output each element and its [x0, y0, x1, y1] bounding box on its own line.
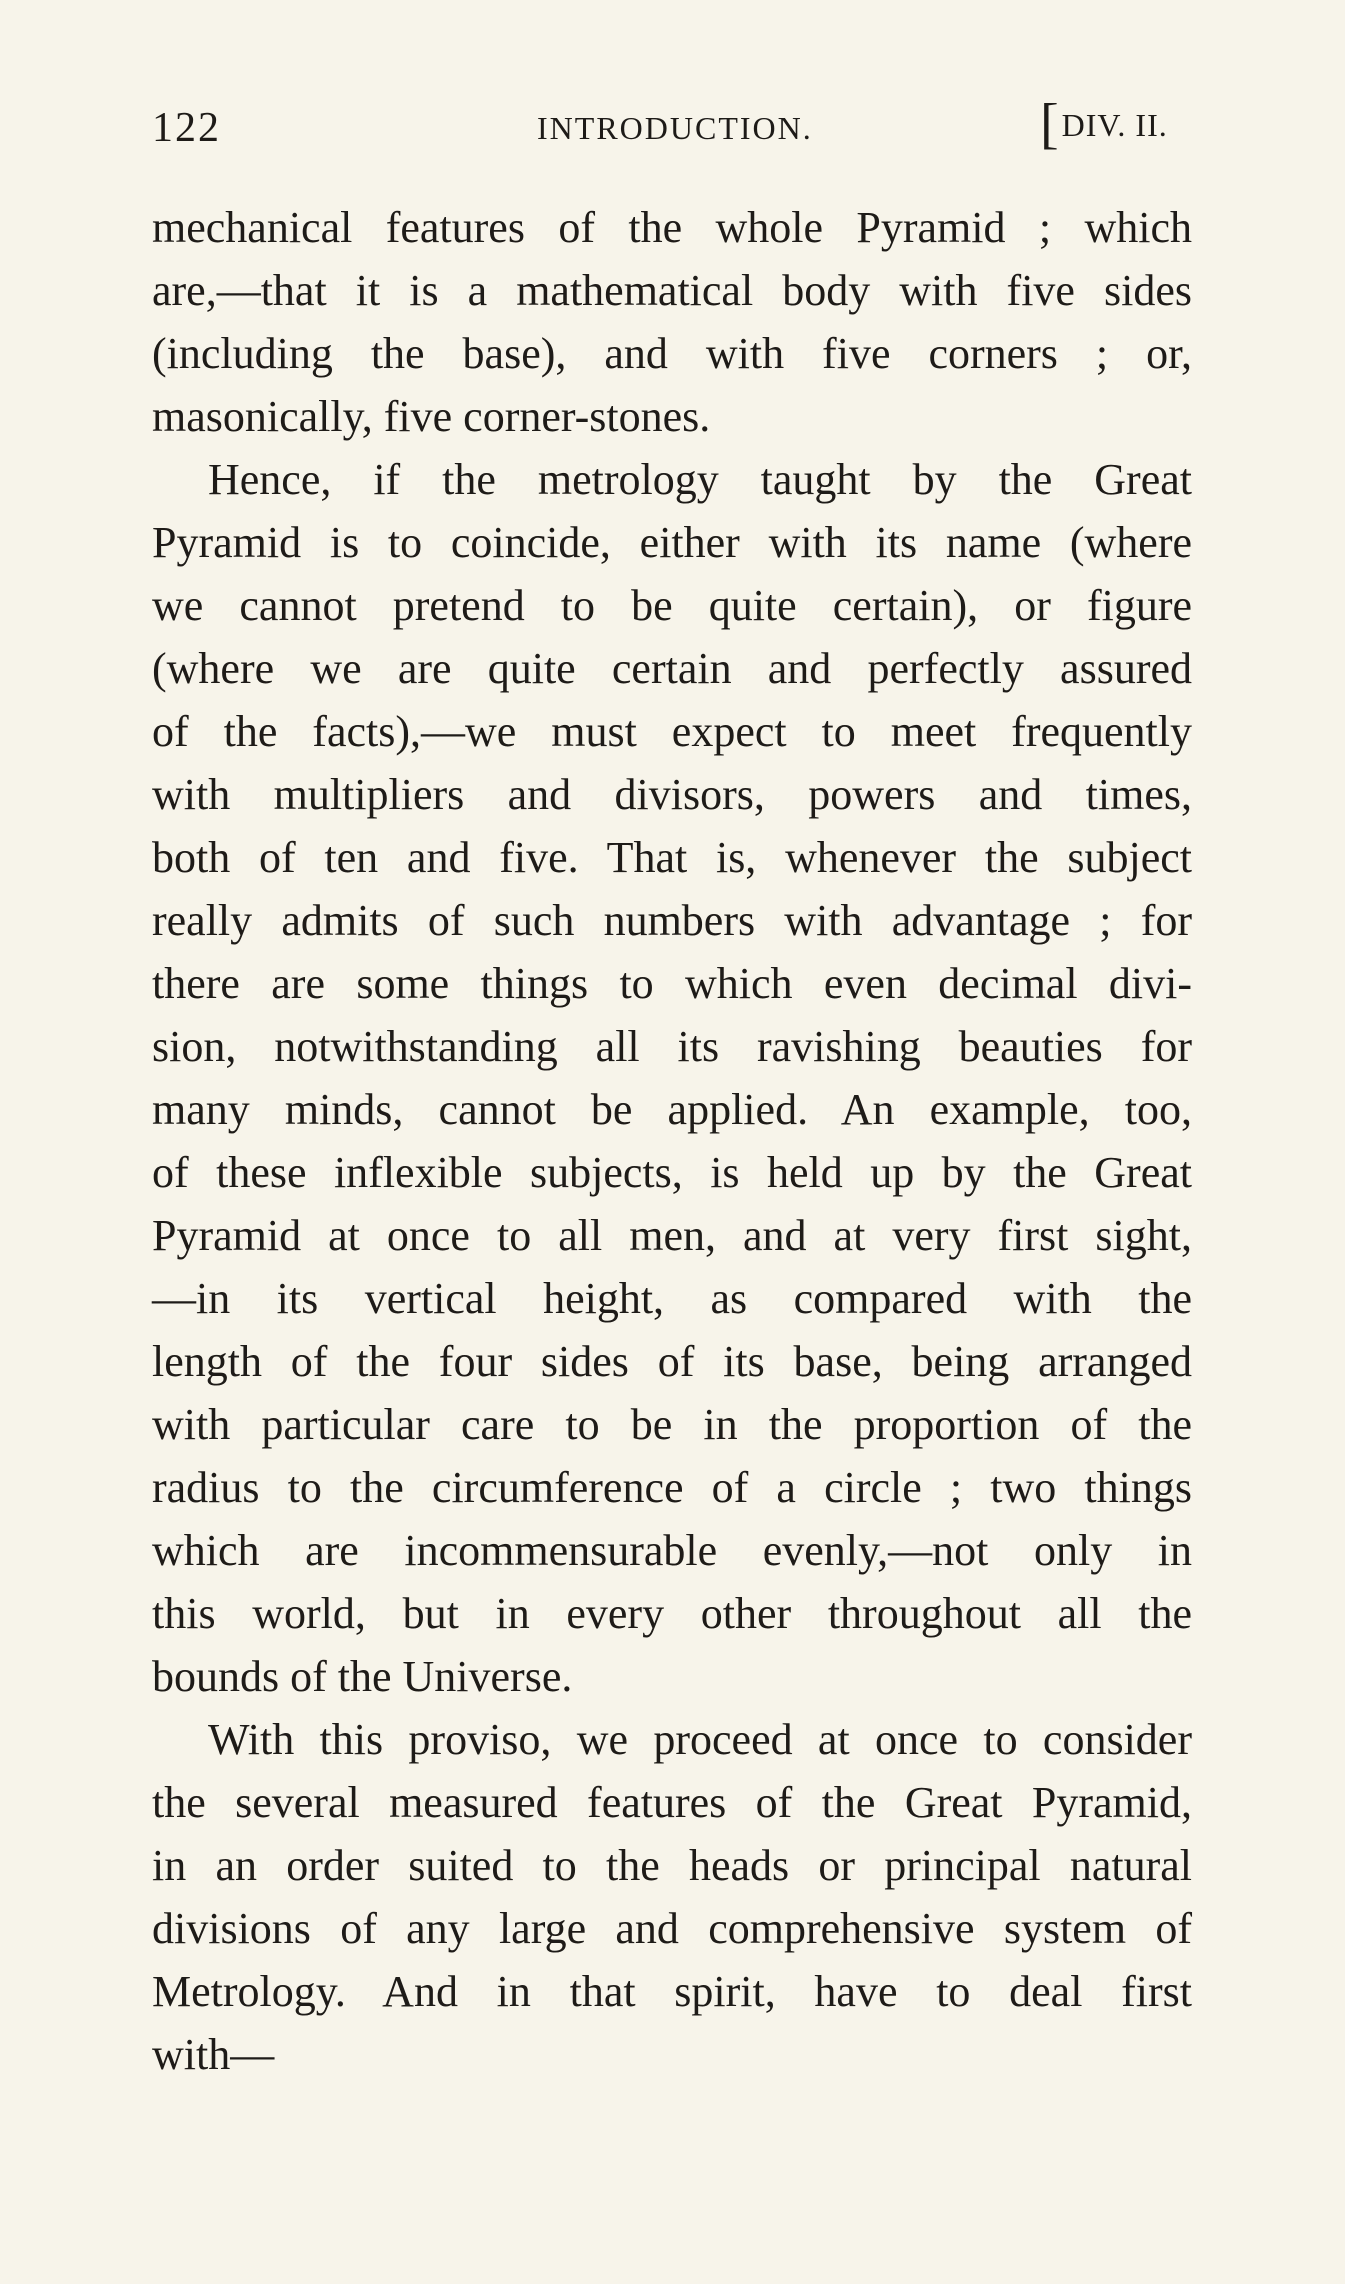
text-line: are,—that it is a mathematical body with five sides [152, 266, 1192, 315]
text-line: the several measured features of the Great Pyramid, [152, 1778, 1192, 1827]
text-line: mechanical features of the whole Pyramid ; which [152, 203, 1192, 252]
text-line: length of the four sides of its base, being arranged [152, 1337, 1192, 1386]
text-line: of the facts),—we must expect to meet frequently [152, 707, 1192, 756]
text-line: in an order suited to the heads or principal natural [152, 1841, 1192, 1890]
text-line: With this proviso, we proceed at once to consider [208, 1715, 1192, 1764]
text-line: there are some things to which even decimal divi- [152, 959, 1192, 1008]
text-line: (where we are quite certain and perfectly assured [152, 644, 1192, 693]
text-line: we cannot pretend to be quite certain), or figure [152, 581, 1192, 630]
paragraph-3 [152, 1708, 1192, 2086]
text-line: Pyramid is to coincide, either with its name (where [152, 518, 1192, 567]
division-bracket: [ [1040, 93, 1060, 155]
text-line: —in its vertical height, as compared with the [152, 1274, 1192, 1323]
text-line: masonically, five corner-stones. [152, 392, 711, 441]
text-line: (including the base), and with five corners ; or, [152, 329, 1192, 378]
text-line: with multipliers and divisors, powers and times, [152, 770, 1192, 819]
text-line: with— [152, 2030, 275, 2079]
text-line: Pyramid at once to all men, and at very first sight, [152, 1211, 1192, 1260]
division-label [1040, 93, 1168, 155]
text-line: both of ten and five. That is, whenever the subject [152, 833, 1192, 882]
text-line: Metrology. And in that spirit, have to deal first [152, 1967, 1192, 2016]
text-line: many minds, cannot be applied. An example, too, [152, 1085, 1192, 1134]
text-line: this world, but in every other throughout all the [152, 1589, 1192, 1638]
text-line: with particular care to be in the proportion of the [152, 1400, 1192, 1449]
text-line: bounds of the Universe. [152, 1652, 573, 1701]
page-number: 122 [152, 105, 221, 151]
paragraph-2 [152, 448, 1192, 1708]
text-line: Hence, if the metrology taught by the Great [208, 455, 1192, 504]
division-text: DIV. II. [1061, 107, 1168, 143]
text-line: which are incommensurable evenly,—not only in [152, 1526, 1192, 1575]
text-line: really admits of such numbers with advantage ; for [152, 896, 1192, 945]
text-line: of these inflexible subjects, is held up by the Great [152, 1148, 1192, 1197]
text-line: radius to the circumference of a circle ; two things [152, 1463, 1192, 1512]
running-head [152, 93, 1192, 164]
body-text [152, 196, 1192, 2086]
text-line: sion, notwithstanding all its ravishing beauties for [152, 1022, 1192, 1071]
paragraph-1 [152, 196, 1192, 448]
running-title: INTRODUCTION. [537, 110, 813, 146]
text-line: divisions of any large and comprehensive system of [152, 1904, 1192, 1953]
